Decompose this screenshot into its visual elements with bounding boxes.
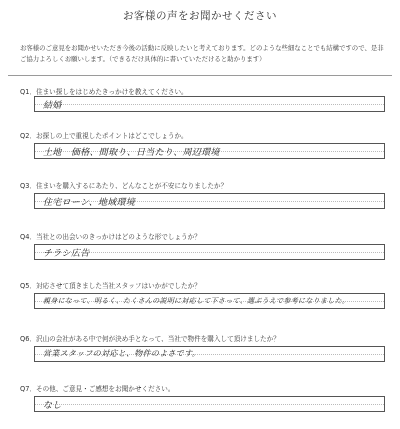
question-2-label: Q2．お探しの上で重視したポイントはどこでしょうか。 (20, 132, 188, 140)
answer-7-text: なし (43, 401, 62, 411)
answer-box-7 (34, 396, 385, 412)
answer-6-text: 営業スタッフの対応と、物件のよさです。 (43, 349, 201, 358)
question-3-label: Q3．住まいを購入するにあたり、どんなことが不安になりましたか？ (20, 182, 228, 190)
answer-guide-line (35, 404, 384, 405)
answer-box-6 (34, 346, 385, 362)
answer-3-text: 住宅ローン、地域環境 (43, 198, 136, 208)
question-6-label: Q6．沢山の会社がある中で何が決め手となって、当社で物件を購入して頂けましたか？ (20, 335, 280, 343)
answer-guide-line (35, 104, 384, 105)
intro-text: お客様のご意見をお聞かせいただき今後の活動に反映したいと考えております。どのような些細なことでも結構ですので、是非ご協力よろしくお願いします。（できるだけ具体的に書いていただけると助かります） (20, 44, 384, 63)
question-7-label: Q7．その他、ご意見・ご感想をお聞かせください。 (20, 385, 175, 393)
question-1-label: Q1．住まい探しをはじめたきっかけを教えてください。 (20, 88, 188, 96)
answer-4-text: チラシ広告 (43, 249, 90, 259)
question-4-label: Q4．当社との出会いのきっかけはどのような形でしょうか？ (20, 233, 201, 241)
answer-1-text: 結婚 (43, 101, 62, 111)
page-title: お客様の声をお聞かせください (123, 10, 277, 22)
answer-5-text: 親身になって、明るく、たくさんの説明に対応して下さって、選ぶうえで参考になりました。 (43, 297, 350, 305)
answer-2-text: 土地 価格、間取り、日当たり、周辺環境 (43, 148, 220, 158)
answer-box-2 (34, 143, 385, 159)
header-divider (8, 75, 392, 76)
answer-box-4 (34, 244, 385, 260)
question-5-label: Q5．対応させて頂きました当社スタッフはいかがでしたか？ (20, 282, 201, 290)
answer-box-3 (34, 193, 385, 209)
answer-box-1 (34, 96, 385, 112)
answer-box-5 (34, 293, 385, 309)
